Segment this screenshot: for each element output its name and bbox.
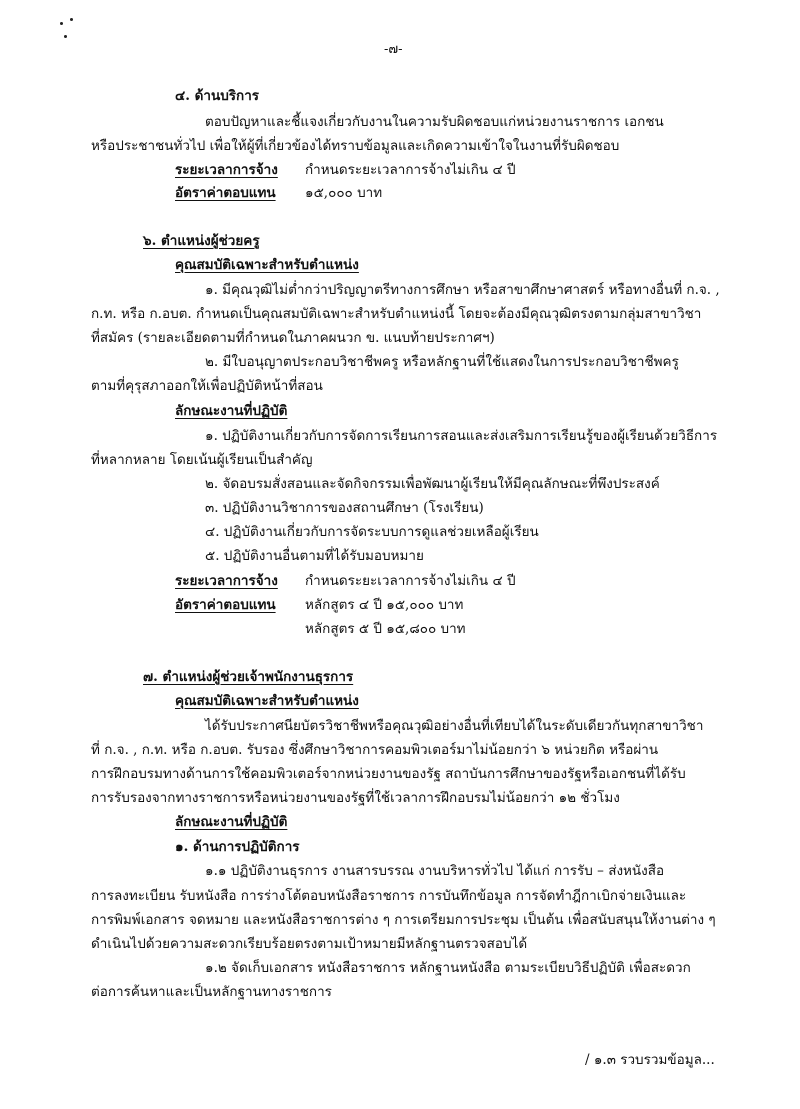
scan-speck: [60, 22, 63, 25]
paragraph-line: ที่สมัคร (รายละเอียดตามที่กำหนดในภาคผนวก ข. แนบท้ายประกาศฯ): [91, 330, 495, 346]
paragraph-line: การพิมพ์เอกสาร จดหมาย และหนังสือราชการต่าง ๆ การเตรียมการประชุม เป็นต้น เพื่อสนับสนุนให้งานต่าง ๆ: [91, 912, 716, 928]
paragraph-line: ได้รับประกาศนียบัตรวิชาชีพหรือคุณวุฒิอย่างอื่นที่เทียบได้ในระดับเดียวกันทุกสาขาวิชา: [205, 718, 704, 734]
pay-label: อัตราค่าตอบแทน: [175, 597, 276, 613]
paragraph-line: ก.ท. หรือ ก.อบต. กำหนดเป็นคุณสมบัติเฉพาะสำหรับตำแหน่งนี้ โดยจะต้องมีคุณวุฒิตรงตามกลุ่มสาขาวิชา: [91, 306, 702, 322]
pay-value: หลักสูตร ๔ ปี ๑๕,๐๐๐ บาท: [305, 597, 464, 613]
paragraph-line: ๑.๒ จัดเก็บเอกสาร หนังสือราชการ หลักฐานหนังสือ ตามระเบียบวิธีปฏิบัติ เพื่อสะดวก: [205, 960, 691, 976]
page-number: -๗-: [384, 42, 403, 57]
qualification-heading: คุณสมบัติเฉพาะสำหรับตำแหน่ง: [175, 693, 359, 709]
pay-value: หลักสูตร ๕ ปี ๑๕,๘๐๐ บาท: [305, 621, 466, 637]
duty-heading: ลักษณะงานที่ปฏิบัติ: [175, 814, 288, 830]
term-label: ระยะเวลาการจ้าง: [175, 162, 278, 178]
section-heading: ๔. ด้านบริการ: [175, 88, 260, 104]
list-item: ๒. จัดอบรมสั่งสอนและจัดกิจกรรมเพื่อพัฒนาผู้เรียนให้มีคุณลักษณะที่พึงประสงค์: [205, 476, 660, 492]
paragraph-line: ๒. มีใบอนุญาตประกอบวิชาชีพครู หรือหลักฐานที่ใช้แสดงในการประกอบวิชาชีพครู: [205, 354, 679, 370]
paragraph-line: ที่ ก.จ. , ก.ท. หรือ ก.อบต. รับรอง ซึ่งศึกษาวิชาการคอมพิวเตอร์มาไม่น้อยกว่า ๖ หน่วยกิต หรือผ่าน: [91, 742, 659, 758]
subsection-heading: ๑. ด้านการปฏิบัติการ: [175, 839, 300, 855]
continuation-note: / ๑.๓ รวบรวมข้อมูล...: [585, 1052, 715, 1068]
term-value: กำหนดระยะเวลาการจ้างไม่เกิน ๔ ปี: [305, 162, 516, 178]
paragraph-line: หรือประชาชนทั่วไป เพื่อให้ผู้ที่เกี่ยวข้องได้ทราบข้อมูลและเกิดความเข้าใจในงานที่รับผิดชอบ: [91, 138, 620, 154]
pay-value: ๑๕,๐๐๐ บาท: [305, 185, 383, 201]
duty-heading: ลักษณะงานที่ปฏิบัติ: [175, 403, 288, 419]
paragraph-line: การรับรองจากทางราชการหรือหน่วยงานของรัฐที่ใช้เวลาการฝึกอบรมไม่น้อยกว่า ๑๒ ชั่วโมง: [91, 790, 620, 806]
paragraph-line: ๑. มีคุณวุฒิไม่ต่ำกว่าปริญญาตรีทางการศึกษา หรือสาขาศึกษาศาสตร์ หรือทางอื่นที่ ก.จ. ,: [205, 282, 720, 298]
paragraph-line: ดำเนินไปด้วยความสะดวกเรียบร้อยตรงตามเป้าหมายมีหลักฐานตรวจสอบได้: [91, 936, 528, 952]
term-value: กำหนดระยะเวลาการจ้างไม่เกิน ๔ ปี: [305, 573, 516, 589]
list-item: ๔. ปฏิบัติงานเกี่ยวกับการจัดระบบการดูแลช่วยเหลือผู้เรียน: [205, 524, 539, 540]
list-item: ๕. ปฏิบัติงานอื่นตามที่ได้รับมอบหมาย: [205, 548, 424, 564]
scan-speck: [70, 18, 73, 21]
scan-speck: [64, 35, 67, 38]
paragraph-line: ตอบปัญหาและชี้แจงเกี่ยวกับงานในความรับผิดชอบแก่หน่วยงานราชการ เอกชน: [205, 114, 664, 130]
paragraph-line: การลงทะเบียน รับหนังสือ การร่างโต้ตอบหนังสือราชการ การบันทึกข้อมูล การจัดทำฎีกาเบิกจ่ายเงินและ: [91, 888, 687, 904]
paragraph-line: ๑. ปฏิบัติงานเกี่ยวกับการจัดการเรียนการสอนและส่งเสริมการเรียนรู้ของผู้เรียนด้วยวิธีการ: [205, 428, 718, 444]
paragraph-line: การฝึกอบรมทางด้านการใช้คอมพิวเตอร์จากหน่วยงานของรัฐ สถาบันการศึกษาของรัฐหรือเอกชนที่ได้รับ: [91, 766, 686, 782]
pay-label: อัตราค่าตอบแทน: [175, 185, 276, 201]
position-heading: ๖. ตำแหน่งผู้ช่วยครู: [143, 233, 260, 249]
list-item: ๓. ปฏิบัติงานวิชาการของสถานศึกษา (โรงเรียน): [205, 500, 484, 516]
term-label: ระยะเวลาการจ้าง: [175, 573, 278, 589]
paragraph-line: ต่อการค้นหาและเป็นหลักฐานทางราชการ: [91, 984, 332, 1000]
paragraph-line: ตามที่คุรุสภาออกให้เพื่อปฏิบัติหน้าที่สอน: [91, 378, 323, 394]
paragraph-line: ที่หลากหลาย โดยเน้นผู้เรียนเป็นสำคัญ: [91, 452, 313, 468]
qualification-heading: คุณสมบัติเฉพาะสำหรับตำแหน่ง: [175, 257, 359, 273]
paragraph-line: ๑.๑ ปฏิบัติงานธุรการ งานสารบรรณ งานบริหารทั่วไป ได้แก่ การรับ – ส่งหนังสือ: [205, 863, 665, 879]
position-heading: ๗. ตำแหน่งผู้ช่วยเจ้าพนักงานธุรการ: [143, 669, 354, 685]
